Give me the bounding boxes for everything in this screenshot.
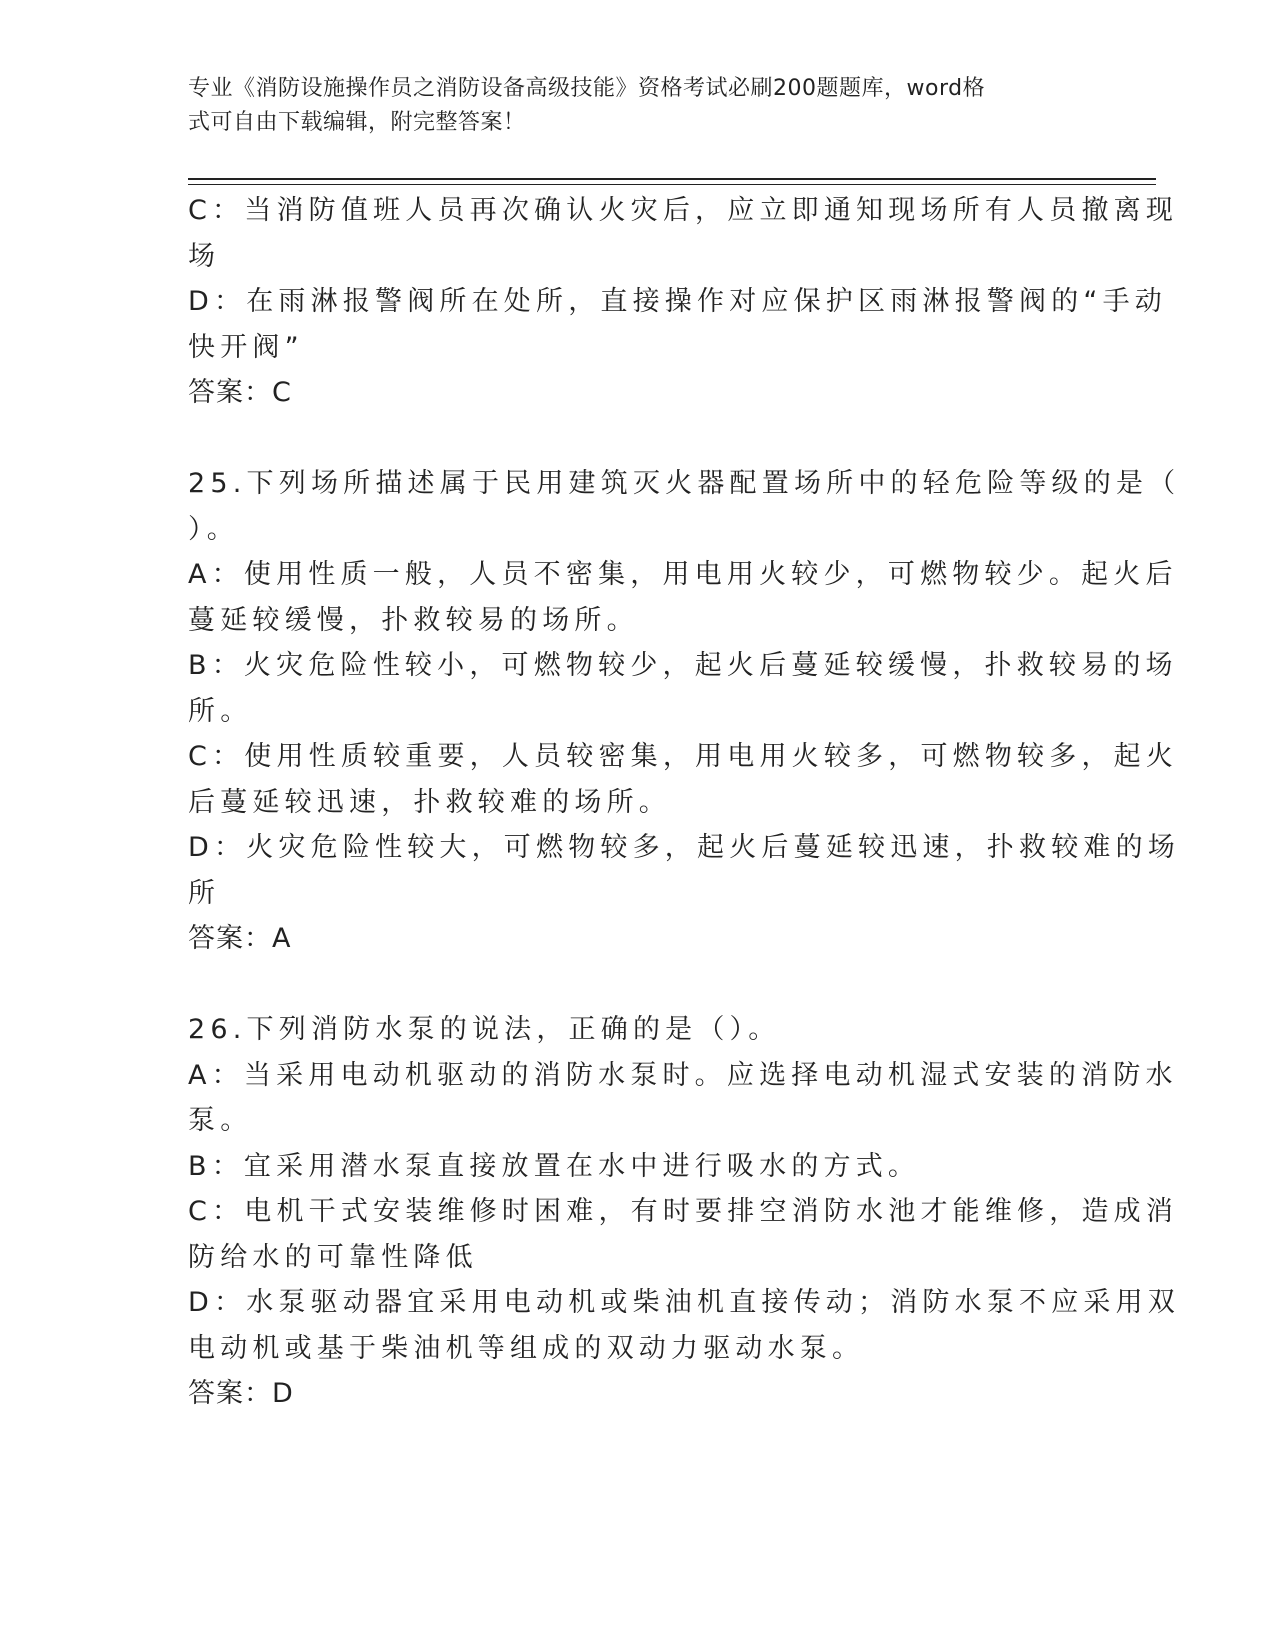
question-spacer (188, 962, 1074, 1008)
question-stem-line-2: ）。 (188, 513, 239, 545)
option-a-line-1: A：使用性质一般，人员不密集，用电用火较少，可燃物较少。起火后 (188, 559, 1178, 590)
option-a-line-2: 泵。 (188, 1105, 253, 1136)
question-spacer (188, 416, 1074, 462)
option-d-line-1: D：水泵驱动器宜采用电动机或柴油机直接传动；消防水泵不应采用双 (188, 1287, 1180, 1318)
option-d-line-1: D：在雨淋报警阀所在处所，直接操作对应保护区雨淋报警阀的“手动 (188, 286, 1167, 317)
question-list (188, 188, 1181, 1417)
question-stem-line-1: 25.下列场所描述属于民用建筑灭火器配置场所中的轻危险等级的是（ (188, 468, 1181, 499)
question-24 (188, 188, 1179, 416)
option-b-line-1: B：火灾危险性较小，可燃物较少，起火后蔓延较缓慢，扑救较易的场 (188, 650, 1178, 681)
header-rule-thin (188, 184, 1156, 185)
question-26 (188, 1007, 1180, 1417)
option-c-line-2: 防给水的可靠性降低 (188, 1241, 478, 1273)
option-b-line-1: B：宜采用潜水泵直接放置在水中进行吸水的方式。 (188, 1150, 921, 1182)
header-rule-thick (188, 178, 1156, 180)
answer-line: 答案：C (188, 377, 292, 408)
option-d-line-1: D：火灾危险性较大，可燃物较多，起火后蔓延较迅速，扑救较难的场 (188, 832, 1180, 863)
option-b-line-2: 所。 (188, 695, 253, 727)
option-c-line-1: C：当消防值班人员再次确认火灾后，应立即通知现场所有人员撤离现 (188, 195, 1179, 226)
question-25 (188, 461, 1181, 962)
option-a-line-1: A：当采用电动机驱动的消防水泵时。应选择电动机湿式安装的消防水 (188, 1059, 1178, 1091)
header-line-2: 式可自由下载编辑，附完整答案！ (188, 110, 526, 135)
option-c-line-2: 后蔓延较迅速，扑救较难的场所。 (188, 786, 671, 818)
answer-line: 答案：D (188, 1378, 294, 1409)
option-d-line-2: 电动机或基于柴油机等组成的双动力驱动水泵。 (188, 1332, 865, 1364)
question-stem-line-1: 26.下列消防水泵的说法，正确的是（）。 (188, 1014, 781, 1045)
answer-line: 答案：A (188, 923, 292, 954)
option-c-line-1: C：电机干式安装维修时困难，有时要排空消防水池才能维修，造成消 (188, 1196, 1179, 1227)
option-c-line-2: 场 (188, 240, 221, 272)
option-c-line-1: C：使用性质较重要，人员较密集，用电用火较多，可燃物较多，起火 (188, 741, 1179, 772)
document-header (188, 72, 1068, 140)
option-d-line-2: 快开阀” (188, 331, 304, 363)
header-line-1: 专业《消防设施操作员之消防设备高级技能》资格考试必刷200题题库，word格 (188, 76, 986, 101)
option-d-line-2: 所 (188, 877, 221, 909)
option-a-line-2: 蔓延较缓慢，扑救较易的场所。 (188, 604, 639, 636)
